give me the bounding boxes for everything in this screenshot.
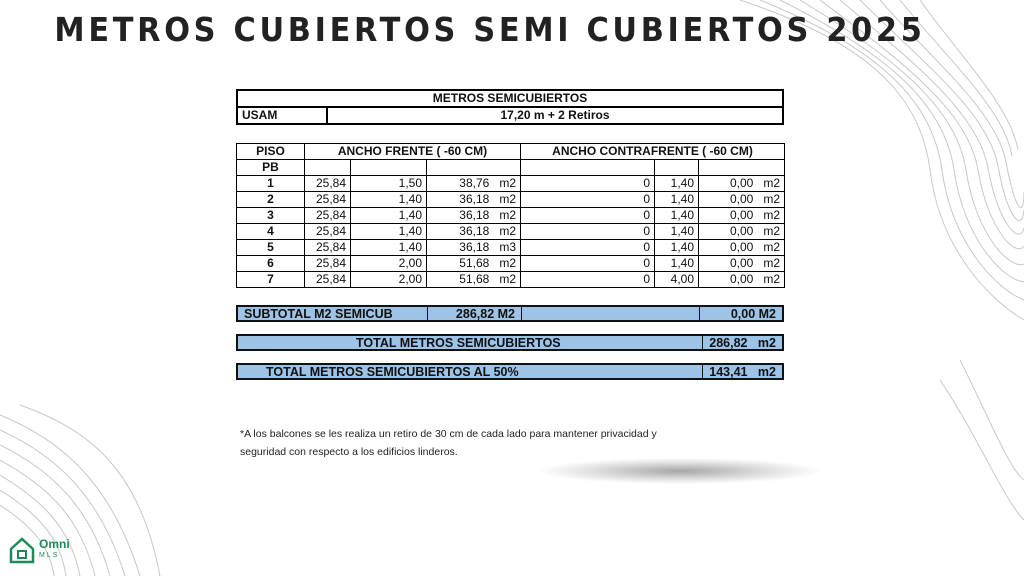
frente-width-cell: 25,84: [305, 176, 351, 192]
logo-name: Omni: [39, 537, 70, 551]
table-body: [237, 160, 785, 288]
total-50-value: 143,41: [709, 364, 748, 379]
cell-unit: m2: [499, 192, 516, 206]
frente-area-cell: [427, 208, 521, 224]
usam-value: 17,20 m + 2 Retiros: [327, 107, 783, 124]
cell-unit: m3: [499, 240, 516, 254]
footnote-line-1: *A los balcones se les realiza un retiro de 30 cm de cada lado para mantener privacidad y: [240, 428, 657, 440]
contra-depth-cell: [655, 160, 699, 176]
floor-cell: 3: [237, 208, 305, 224]
frente-depth-cell: 1,40: [351, 192, 427, 208]
cell-value: 0,00: [729, 208, 754, 222]
cell-value: 36,18: [459, 192, 490, 206]
cell-unit: m2: [499, 256, 516, 270]
total-bar: [236, 334, 784, 351]
contra-depth-cell: 1,40: [655, 208, 699, 224]
floor-cell: 2: [237, 192, 305, 208]
frente-width-cell: 25,84: [305, 256, 351, 272]
frente-width-cell: [305, 160, 351, 176]
col-frente: ANCHO FRENTE ( -60 CM): [305, 144, 521, 160]
frente-depth-cell: 1,40: [351, 224, 427, 240]
usam-label: USAM: [237, 107, 327, 124]
contra-width-cell: 0: [521, 272, 655, 288]
cell-value: 0,00: [729, 224, 754, 238]
table-row: [237, 208, 785, 224]
cell-unit: m2: [763, 224, 780, 238]
subtotal-contra-value: 0,00 M2: [730, 306, 776, 321]
col-piso: PISO: [237, 144, 305, 160]
contra-width-cell: 0: [521, 176, 655, 192]
contra-area-cell: [699, 240, 785, 256]
total-value-cell: [703, 336, 782, 349]
drop-shadow: [540, 458, 820, 484]
contra-area-cell: [699, 256, 785, 272]
floor-cell: PB: [237, 160, 305, 176]
total-50-value-cell: [703, 365, 782, 378]
contra-area-cell: [699, 272, 785, 288]
contra-depth-cell: 4,00: [655, 272, 699, 288]
cell-unit: m2: [763, 192, 780, 206]
frente-width-cell: 25,84: [305, 240, 351, 256]
frente-width-cell: 25,84: [305, 272, 351, 288]
cell-unit: m2: [763, 256, 780, 270]
contra-width-cell: 0: [521, 240, 655, 256]
frente-area-cell: [427, 256, 521, 272]
subtotal-frente-value: 286,82 M2: [428, 307, 522, 320]
sheet-title: METROS SEMICUBIERTOS: [237, 90, 783, 107]
contra-width-cell: [521, 160, 655, 176]
logo-sub: MLS: [39, 552, 60, 559]
footnote: [240, 425, 760, 461]
cell-value: 38,76: [459, 176, 490, 190]
contra-area-cell: [699, 224, 785, 240]
contra-depth-cell: 1,40: [655, 176, 699, 192]
cell-unit: m2: [763, 176, 780, 190]
cell-value: 51,68: [459, 256, 490, 270]
contra-area-cell: [699, 176, 785, 192]
cell-value: 0,00: [729, 192, 754, 206]
cell-value: 51,68: [459, 272, 490, 286]
col-contrafrente: ANCHO CONTRAFRENTE ( -60 CM): [521, 144, 785, 160]
frente-area-cell: [427, 224, 521, 240]
frente-depth-cell: [351, 160, 427, 176]
frente-width-cell: 25,84: [305, 208, 351, 224]
table-row: [237, 240, 785, 256]
table-row: [237, 176, 785, 192]
frente-area-cell: [427, 160, 521, 176]
frente-area-cell: [427, 272, 521, 288]
frente-depth-cell: 1,40: [351, 208, 427, 224]
cell-value: 36,18: [459, 208, 490, 222]
frente-width-cell: 25,84: [305, 192, 351, 208]
house-icon: [8, 536, 36, 564]
contra-depth-cell: 1,40: [655, 240, 699, 256]
cell-value: 0,00: [729, 176, 754, 190]
total-50-label: TOTAL METROS SEMICUBIERTOS AL 50%: [238, 365, 703, 378]
contra-width-cell: 0: [521, 192, 655, 208]
cell-unit: m2: [499, 224, 516, 238]
omni-mls-logo: [8, 536, 70, 564]
table-row: [237, 160, 785, 176]
floors-table: [236, 143, 785, 288]
header-table: [236, 89, 784, 125]
cell-value: 0,00: [729, 272, 754, 286]
contra-area-cell: [699, 208, 785, 224]
spreadsheet-image: [236, 89, 784, 380]
cell-unit: m2: [763, 208, 780, 222]
cell-value: 0,00: [729, 240, 754, 254]
contra-width-cell: 0: [521, 224, 655, 240]
subtotal-empty-cell: [522, 307, 700, 320]
frente-depth-cell: 2,00: [351, 256, 427, 272]
floor-cell: 6: [237, 256, 305, 272]
subtotal-bar: [236, 305, 784, 322]
cell-unit: m2: [763, 272, 780, 286]
table-row: [237, 224, 785, 240]
cell-value: 0,00: [729, 256, 754, 270]
cell-value: 36,18: [459, 240, 490, 254]
contra-depth-cell: 1,40: [655, 192, 699, 208]
cell-value: 36,18: [459, 224, 490, 238]
contra-area-cell: [699, 160, 785, 176]
footnote-line-2: seguridad con respecto a los edificios linderos.: [240, 446, 458, 458]
total-50-unit: m2: [757, 364, 776, 379]
total-50-bar: [236, 363, 784, 380]
frente-area-cell: [427, 240, 521, 256]
frente-depth-cell: 1,40: [351, 240, 427, 256]
total-label: TOTAL METROS SEMICUBIERTOS: [238, 336, 703, 349]
total-value: 286,82: [709, 335, 748, 350]
cell-unit: m2: [499, 208, 516, 222]
cell-unit: m2: [499, 272, 516, 286]
contra-area-cell: [699, 192, 785, 208]
subtotal-label: SUBTOTAL M2 SEMICUB: [238, 307, 428, 320]
cell-unit: m2: [499, 176, 516, 190]
frente-depth-cell: 2,00: [351, 272, 427, 288]
contra-width-cell: 0: [521, 256, 655, 272]
table-row: [237, 272, 785, 288]
frente-depth-cell: 1,50: [351, 176, 427, 192]
frente-width-cell: 25,84: [305, 224, 351, 240]
contra-depth-cell: 1,40: [655, 256, 699, 272]
frente-area-cell: [427, 176, 521, 192]
table-row: [237, 192, 785, 208]
floor-cell: 4: [237, 224, 305, 240]
page-title: METROS CUBIERTOS SEMI CUBIERTOS 2025: [54, 10, 926, 49]
table-row: [237, 256, 785, 272]
floor-cell: 7: [237, 272, 305, 288]
floor-cell: 5: [237, 240, 305, 256]
contra-width-cell: 0: [521, 208, 655, 224]
cell-unit: m2: [763, 240, 780, 254]
frente-area-cell: [427, 192, 521, 208]
contra-depth-cell: 1,40: [655, 224, 699, 240]
total-unit: m2: [757, 335, 776, 350]
floor-cell: 1: [237, 176, 305, 192]
